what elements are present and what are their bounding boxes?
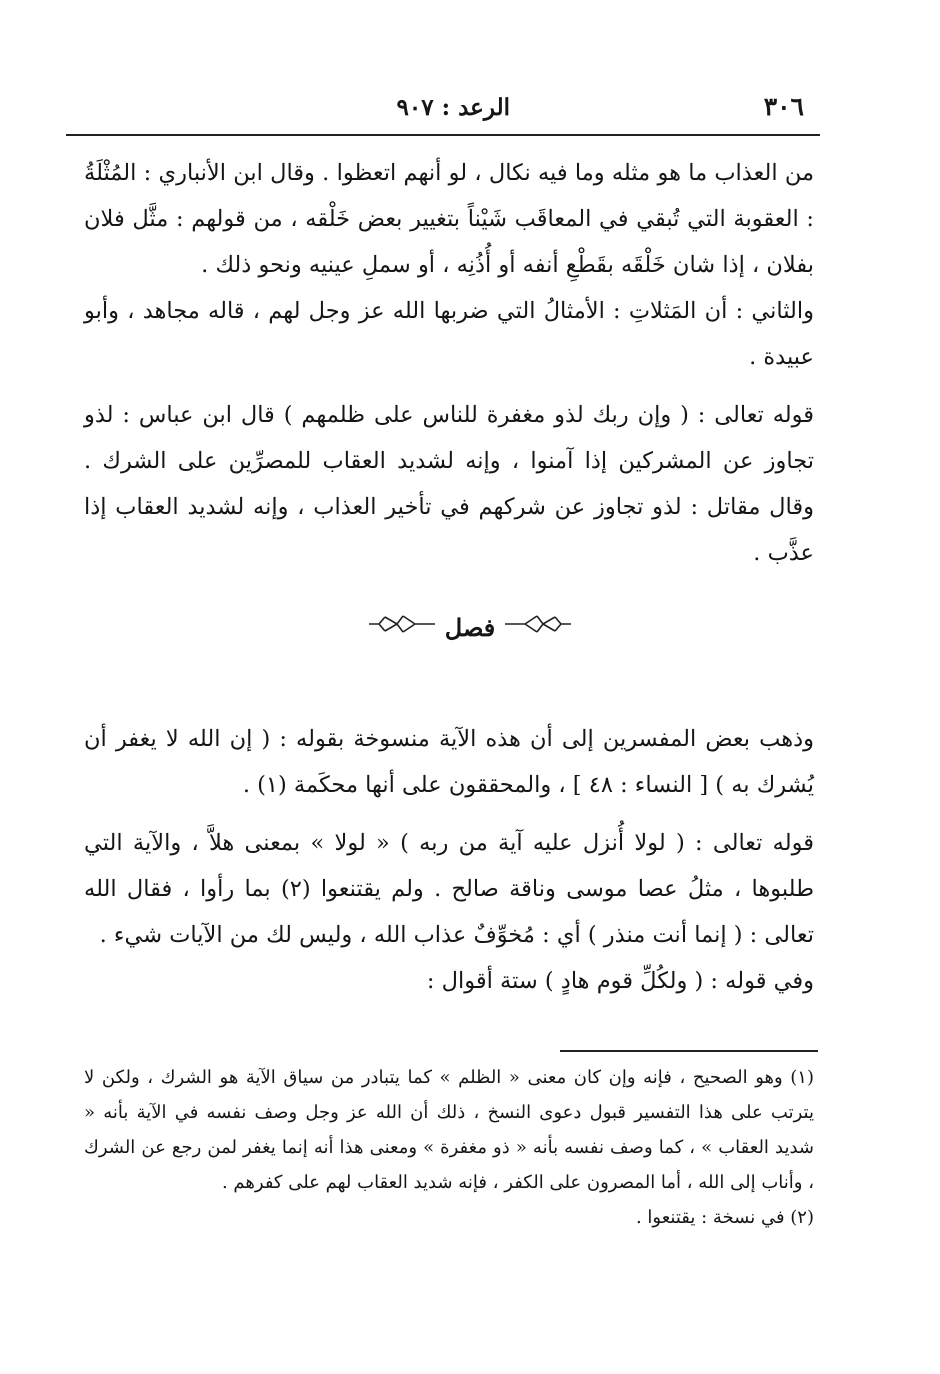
ornament-right-icon: [503, 613, 573, 641]
paragraph: وفي قوله : ( ولكُلِّ قوم هادٍ ) ستة أقوال :: [426, 968, 814, 994]
page-header: [66, 92, 820, 132]
header-rule: [66, 134, 820, 136]
paragraph: قوله تعالى : ( وإن ربك لذو مغفرة للناس على ظلمهم ) قال ابن عباس : لذو تجاوز عن المشركين إذا آمنوا ، وإنه لشديد العقاب للمصرِّين على الشرك . وقال مقاتل : لذو تجاوز عن شركهم في تأخير العذاب ، وإنه لشديد العقاب إذا عذَّب .: [84, 402, 814, 566]
body-text-bottom: [84, 716, 814, 1004]
paragraph: والثاني : أن المَثلاتِ : الأمثالُ التي ضربها الله عز وجل لهم ، قاله مجاهد ، وأبو عبيدة .: [84, 298, 814, 370]
footnote: (١) وهو الصحيح ، فإنه وإن كان معنى « الظلم » كما يتبادر من سياق الآية هو الشرك ، ولكن لا يترتب على هذا التفسير قبول دعوى النسخ ، ذلك أن الله عز وجل وصف نفسه في الآية بأنه « شديد العقاب » ، كما وصف نفسه بأنه « ذو مغفرة » ومعنى هذا أنه إنما يغفر لمن رجع عن الشرك ، وأناب إلى الله ، أما المصرون على الكفر ، فإنه شديد العقاب لهم على كفرهم .: [84, 1067, 814, 1193]
page-number: ٣٠٦: [763, 92, 804, 121]
body-text-top: [84, 150, 814, 576]
paragraph: قوله تعالى : ( لولا أُنزل عليه آية من ربه ) « لولا » بمعنى هلاَّ ، والآية التي طلبوها ، مثلُ عصا موسى وناقة صالح . ولم يقتنعوا (٢) بما رأوا ، فقال الله تعالى : ( إنما أنت منذر ) أي : مُخوِّفٌ عذاب الله ، وليس لك من الآيات شيء .: [84, 830, 814, 948]
footnotes: [84, 1060, 814, 1235]
paragraph: من العذاب ما هو مثله وما فيه نكال ، لو أنهم اتعظوا . وقال ابن الأنباري : المُثْلَةُ : العقوبة التي تُبقي في المعاقَب شَيْناً بتغيير بعض خَلْقه ، من قولهم : مثَّل فلان بفلان ، إذا شان خَلْقَه بقَطْعِ أنفه أو أُذُنِه ، أو سملِ عينيه ونحو ذلك .: [84, 160, 814, 278]
footnote: (٢) في نسخة : يقتنعوا .: [635, 1207, 814, 1228]
paragraph: وذهب بعض المفسرين إلى أن هذه الآية منسوخة بقوله : ( إن الله لا يغفر أن يُشرك به ) [ النساء : ٤٨ ] ، والمحققون على أنها محكَمة (١) .: [84, 726, 814, 798]
section-heading: [0, 604, 940, 650]
section-heading-text: فصل: [444, 612, 496, 642]
ornament-left-icon: [367, 613, 437, 641]
running-head: الرعد : ٩٠٧: [396, 94, 510, 121]
footnote-rule: [560, 1050, 818, 1052]
